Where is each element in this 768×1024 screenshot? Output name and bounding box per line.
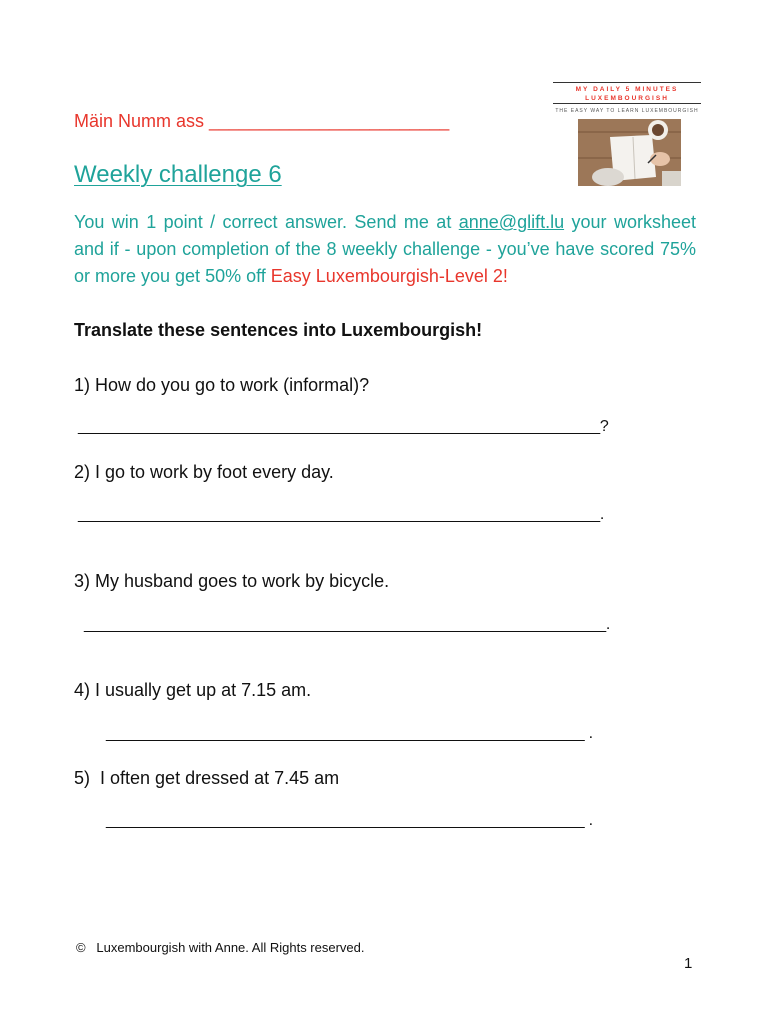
- page-title: Weekly challenge 6: [74, 161, 282, 188]
- answer-line-2[interactable]: ____________________________________________________________.: [78, 506, 605, 523]
- intro-text-1: You win 1 point / correct answer. Send me at: [74, 212, 459, 232]
- email-link[interactable]: anne@glift.lu: [458, 212, 565, 232]
- name-field-label: Mäin Numm ass ________________________: [74, 111, 450, 131]
- logo: [553, 80, 701, 188]
- intro-text-2: your worksheet and if - upon completion of the 8 weekly challenge - you’ve have scored 75% or more you get 50% off: [74, 212, 696, 286]
- logo-top-rule: [553, 82, 701, 83]
- desk-notebook-illustration: [578, 119, 681, 186]
- question-1: 1) How do you go to work (informal)?: [74, 375, 370, 395]
- intro-ending: !: [502, 266, 508, 286]
- answer-line-5[interactable]: _______________________________________________________ .: [106, 812, 593, 829]
- logo-photo: [578, 119, 681, 186]
- logo-tagline: THE EASY WAY TO LEARN LUXEMBOURGISH: [555, 108, 699, 114]
- intro-paragraph: [74, 209, 696, 290]
- copyright-footer: © Luxembourgish with Anne. All Rights reserved.: [76, 940, 365, 955]
- question-5: 5) I often get dressed at 7.45 am: [74, 768, 340, 788]
- instructions-heading: Translate these sentences into Luxembourgish!: [74, 320, 483, 340]
- logo-line-1: MY DAILY 5 MINUTES: [575, 86, 679, 93]
- logo-bottom-space: [578, 187, 681, 188]
- answer-line-1[interactable]: ____________________________________________________________?: [78, 418, 609, 435]
- course-highlight: Easy Luxembourgish-Level 2: [270, 266, 503, 286]
- answer-line-3[interactable]: ____________________________________________________________.: [84, 616, 611, 633]
- question-3: 3) My husband goes to work by bicycle.: [74, 571, 390, 591]
- question-4: 4) I usually get up at 7.15 am.: [74, 680, 312, 700]
- question-2: 2) I go to work by foot every day.: [74, 462, 334, 482]
- logo-line-2: LUXEMBOURGISH: [585, 95, 669, 102]
- logo-mid-rule: [553, 103, 701, 104]
- page-number: 1: [684, 955, 693, 972]
- answer-line-4[interactable]: _______________________________________________________ .: [106, 725, 593, 742]
